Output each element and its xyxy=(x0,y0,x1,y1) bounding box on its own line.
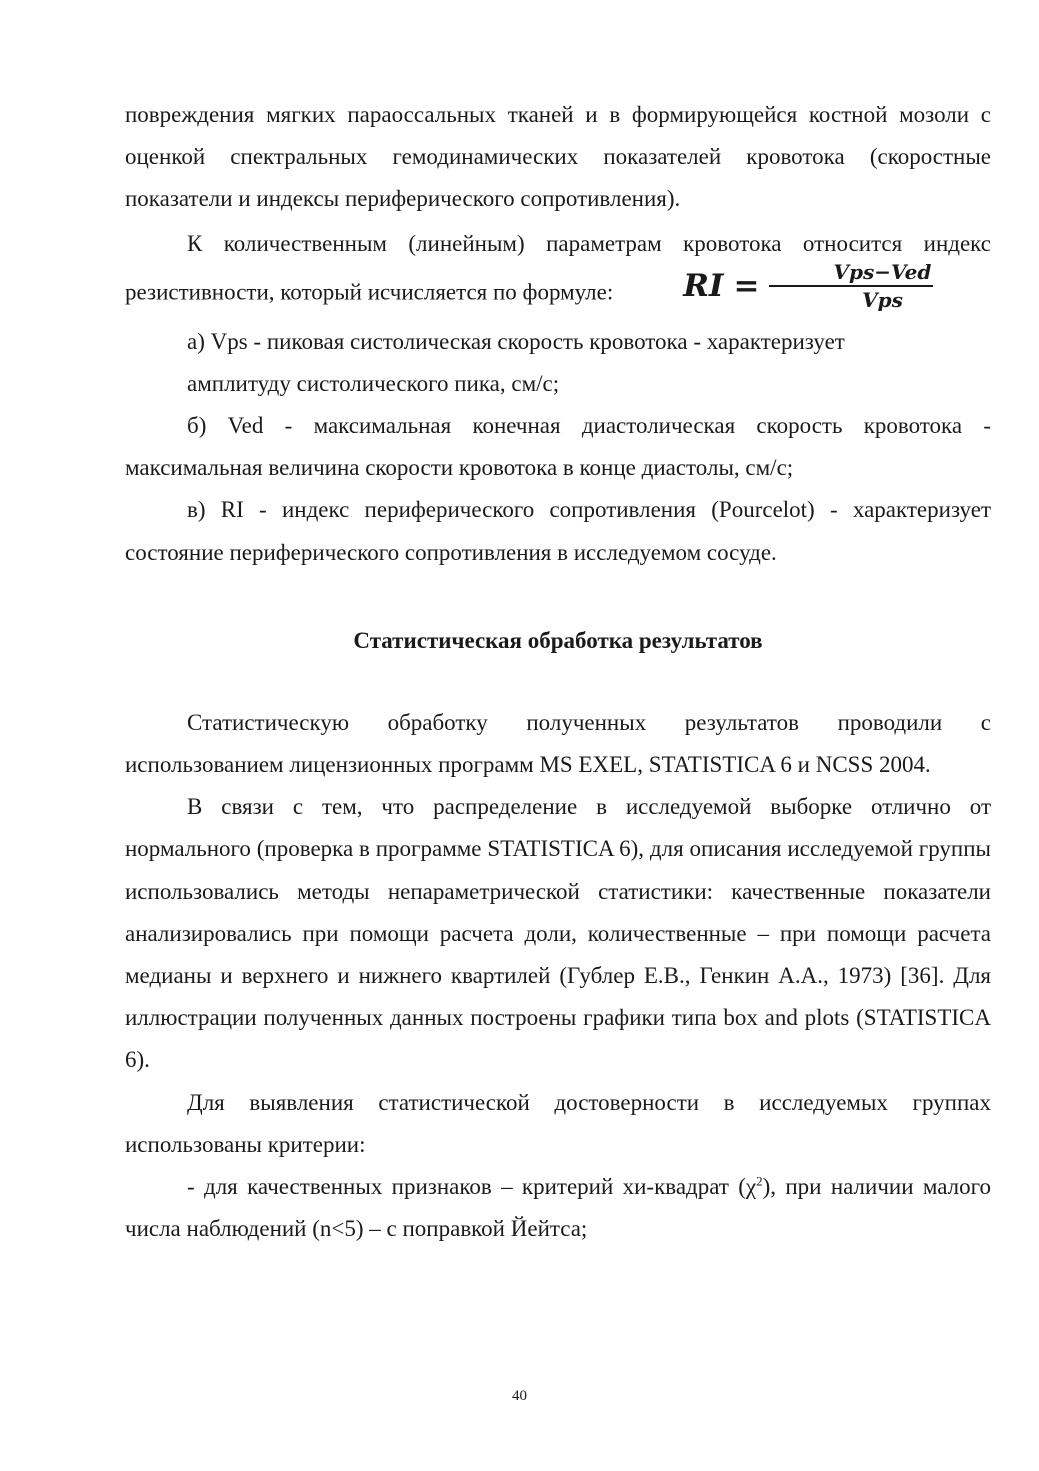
formula-lhs: RI xyxy=(683,267,724,304)
definition-b: б) Ved - максимальная конечная диастолическая скорость кровотока - максимальная величина скорости кровотока в конце диастолы, см/с; xyxy=(125,413,991,481)
paragraph-chi-square xyxy=(125,1166,991,1250)
paragraph-methods: В связи с тем, что распределение в исследуемой выборке отлично от нормального (проверка в программе STATISTICA 6), для описания исследуемой группы использовались методы непараметрической статистики: качественные показатели анализировались при помощи расчета доли, количественные – при помощи расчета медианы и верхнего и нижнего квартилей (Гублер Е.В., Генкин А.А., 1973) [36]. Для иллюстрации полученных данных построены графики типа box and plots (STATISTICA 6). xyxy=(125,794,991,1073)
chi-text-before: - для качественных признаков – критерий хи-квадрат (χ xyxy=(187,1174,757,1200)
formula-denominator: Vps xyxy=(862,287,903,312)
paragraph-criteria: Для выявления статистической достоверности в исследуемых группах использованы критерии: xyxy=(125,1089,991,1157)
page-number: 40 xyxy=(512,1388,527,1404)
definition-a: а) Vps - пиковая систолическая скорость кровотока - характеризует амплитуду систолического пика, см/с; xyxy=(187,328,845,396)
definition-a-block xyxy=(125,321,991,405)
section-heading: Статистическая обработка результатов xyxy=(353,627,763,653)
ri-text: К количественным (линейным) параметрам кровотока относится индекс резистивности, который исчисляется по формуле: xyxy=(125,230,991,304)
paragraph-ri-formula xyxy=(125,221,991,321)
chi-superscript: 2 xyxy=(756,1173,763,1189)
paragraph-software: Статистическую обработку полученных результатов проводили с использованием лицензионных программ MS EXEL, STATISTICA 6 и NCSS 2004. xyxy=(125,709,991,778)
body-text xyxy=(125,94,991,1250)
ri-formula xyxy=(621,259,933,313)
formula-equals: = xyxy=(733,267,760,304)
formula-numerator: Vps−Ved xyxy=(769,259,933,287)
definition-c: в) RI - индекс периферического сопротивления (Pourcelot) - характеризует состояние периферического сопротивления в исследуемом сосуде. xyxy=(125,497,991,565)
chi-text-after: ), при наличии малого числа наблюдений (n<5) – с поправкой Йейтса; xyxy=(125,1174,991,1242)
formula-fraction xyxy=(769,259,933,313)
paragraph-intro: повреждения мягких параоссальных тканей и в формирующейся костной мозоли с оценкой спектральных гемодинамических показателей кровотока (скоростные показатели и индексы периферического сопротивления). xyxy=(125,102,991,212)
